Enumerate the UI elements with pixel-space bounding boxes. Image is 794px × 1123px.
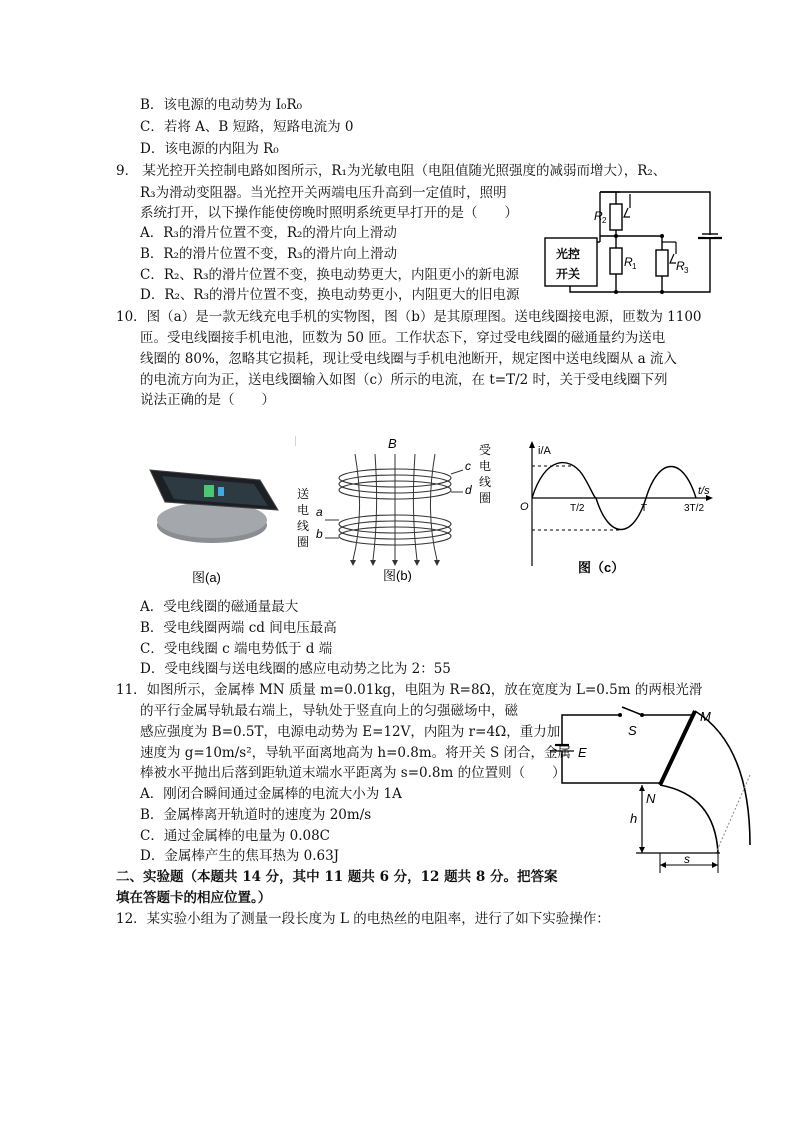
q10-figure-a-caption: 图(a): [192, 570, 221, 585]
q10-terminal-d: d: [465, 483, 472, 497]
q8-option-d: D．该电源的内阻为 R₀: [140, 141, 279, 157]
q10-option-b: B．受电线圈两端 cd 间电压最高: [140, 620, 337, 636]
q11-label-e: E: [578, 745, 587, 760]
q10-recv-coil-char-1: 受: [479, 443, 492, 457]
q11-stem-line-4: 速度为 g=10m/s²，导轨平面离地高为 h=0.8m。将开关 S 闭合，金属: [140, 745, 572, 761]
q9-r1-subscript: 1: [632, 262, 637, 271]
q11-stem-line-3: 感应强度为 B=0.5T，电源电动势为 E=12V，内阻为 r=4Ω，重力加: [140, 724, 561, 740]
q10-send-coil-char-4: 圈: [297, 535, 310, 549]
q10-field-label: B: [388, 436, 397, 451]
q11-stem-line-5: 棒被水平抛出后落到距轨道末端水平距离为 s=0.8m 的位置则（ ）: [140, 765, 566, 781]
q10-send-coil-char-1: 送: [297, 487, 310, 501]
q10-current-curve: [532, 463, 696, 530]
q10-stem-line-4: 的电流方向为正，送电线圈输入如图（c）所示的电流，在 t=T/2 时，关于受电线圈下列: [140, 372, 668, 388]
q10-stem-line-2: 匝。受电线圈接手机电池，匝数为 50 匝。工作状态下，穿过受电线圈的磁通量约为送电: [140, 330, 666, 346]
q10-recv-coil-char-3: 线: [479, 475, 492, 489]
q11-label-m: M: [700, 709, 711, 724]
q11-label-h: h: [630, 811, 638, 826]
q10-chart-ylabel: i/A: [538, 445, 551, 457]
q9-option-d: D．R₂、R₃的滑片位置不变，换电动势更小，内阻更大的旧电源: [140, 287, 520, 303]
section-2-heading-line-1: 二、实验题（本题共 14 分，其中 11 题共 6 分，12 题共 8 分。把答案: [116, 869, 558, 885]
q10-option-d: D．受电线圈与送电线圈的感应电动势之比为 2：55: [140, 661, 451, 677]
q9-option-a: A．R₃的滑片位置不变，R₂的滑片向上滑动: [140, 225, 397, 241]
q10-chart-tick-half-period: T/2: [570, 503, 585, 514]
q9-switch-label-1: 光控: [556, 247, 581, 261]
q10-option-c: C．受电线圈 c 端电势低于 d 端: [140, 641, 333, 657]
q10-figure-a: [140, 440, 300, 590]
q11-stem-line-1: 11．如图所示，金属棒 MN 质量 m=0.01kg，电阻为 R=8Ω，放在宽度为 L=0.5m 的两根光滑: [116, 682, 703, 698]
q9-circuit-diagram: [540, 180, 740, 310]
q11-label-s: S: [628, 723, 637, 738]
q9-stem-line-3: 系统打开，以下操作能使傍晚时照明系统更早打开的是（ ）: [140, 205, 518, 221]
q9-option-c: C．R₂、R₃的滑片位置不变，换电动势更大，内阻更小的新电源: [140, 267, 519, 283]
q10-chart-origin: O: [520, 501, 529, 513]
q9-stem-line-1: 9． 某光控开关控制电路如图所示，R₁为光敏电阻（电阻值随光照强度的减弱而增大），R₂、: [116, 163, 667, 179]
q10-send-coil-char-3: 线: [297, 519, 310, 533]
q10-stem-line-1: 10．图（a）是一款无线充电手机的实物图，图（b）是其原理图。送电线圈接电源，匝数为 1100: [116, 309, 702, 325]
q12-stem: 12．某实验小组为了测量一段长度为 L 的电热丝的电阻率，进行了如下实验操作：: [116, 911, 610, 927]
q11-option-b: B．金属棒离开轨道时的速度为 20m/s: [140, 807, 372, 823]
q11-option-c: C．通过金属棒的电量为 0.08C: [140, 828, 331, 844]
q10-chart-tick-period: T: [641, 503, 648, 514]
q9-r3-label: R: [676, 259, 685, 273]
q11-label-n: N: [646, 791, 656, 806]
q11-option-a: A．刚闭合瞬间通过金属棒的电流大小为 1A: [140, 786, 402, 802]
q11-rail-diagram: [550, 705, 780, 875]
q10-stem-line-3: 线圈的 80%，忽略其它损耗，现让受电线圈与手机电池断开，规定图中送电线圈从 a 流入: [140, 351, 677, 367]
q10-figure-c-caption: 图（c）: [578, 560, 625, 575]
q9-r2-subscript: 2: [602, 216, 607, 225]
q11-stem-line-2: 的平行金属导轨最右端上，导轨处于竖直向上的匀强磁场中，磁: [140, 703, 518, 719]
q8-option-b: B．该电源的电动势为 I₀R₀: [140, 97, 303, 113]
q10-option-a: A．受电线圈的磁通量最大: [140, 599, 299, 615]
q10-chart-xlabel: t/s: [698, 485, 710, 497]
q9-r2-label: R: [594, 209, 603, 223]
q9-r3-subscript: 3: [684, 266, 689, 275]
q9-switch-label-2: 开关: [556, 267, 581, 281]
q10-recv-coil-char-4: 圈: [479, 491, 492, 505]
q8-option-c: C．若将 A、B 短路，短路电流为 0: [140, 119, 354, 135]
q10-terminal-c: c: [465, 459, 471, 473]
q10-figure-b: [295, 432, 505, 582]
q10-send-coil-char-2: 电: [297, 503, 310, 517]
q9-option-b: B．R₂的滑片位置不变，R₃的滑片向上滑动: [140, 246, 398, 262]
q10-terminal-b: b: [316, 527, 323, 541]
q11-option-d: D．金属棒产生的焦耳热为 0.63J: [140, 848, 340, 864]
q10-figure-b-caption: 图(b): [383, 568, 412, 582]
q10-recv-coil-char-2: 电: [479, 459, 492, 473]
section-2-heading-line-2: 填在答题卡的相应位置。）: [116, 890, 272, 906]
q9-stem-line-2: R₃为滑动变阻器。当光控开关两端电压升高到一定值时，照明: [140, 185, 507, 201]
q10-chart-tick-three-half-period: 3T/2: [684, 503, 705, 514]
q10-terminal-a: a: [316, 505, 323, 519]
q9-r1-label: R: [624, 255, 633, 269]
q10-figure-c: [512, 438, 722, 578]
q10-stem-line-5: 说法正确的是（ ）: [140, 392, 275, 408]
q11-label-s-distance: s: [684, 852, 690, 866]
